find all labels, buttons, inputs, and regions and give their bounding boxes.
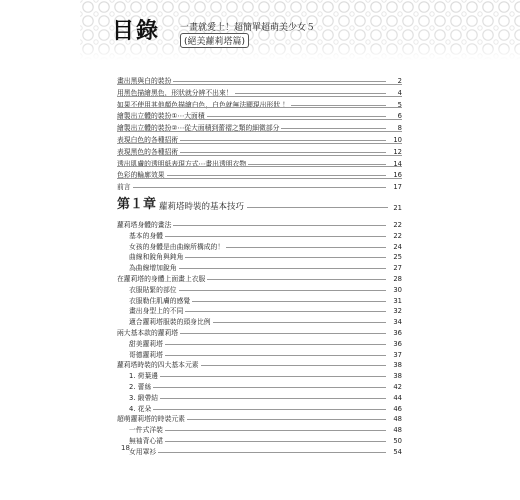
toc-entry-page: 12 <box>393 147 402 156</box>
toc-entry-label: 衣服貼緊的部位 <box>129 285 177 294</box>
toc-entry-label: 透出肌膚的透明紙表現方式⋯畫出透明衣物 <box>117 159 247 168</box>
toc-entry-page: 32 <box>393 307 402 316</box>
toc-entry-label: 在蘿莉塔的身體上面畫上衣服 <box>117 275 206 283</box>
toc-entry-label: 畫出身型上的不同 <box>129 307 184 316</box>
chapter-number: 第１章 <box>117 197 157 212</box>
toc-entry-page: 36 <box>393 339 402 348</box>
leader-line <box>165 236 386 237</box>
toc-entry-page: 17 <box>393 183 402 192</box>
toc-entry-label: 蘿莉塔時裝的四大基本元素 <box>117 361 199 370</box>
leader-line <box>160 398 386 399</box>
leader-line <box>180 140 386 141</box>
leader-line <box>291 105 386 106</box>
toc-entry-label: 色彩的輪廓效果 <box>117 171 165 180</box>
toc-entry-label: 適合蘿莉塔服裝的頭身比例 <box>129 318 211 327</box>
toc-entry-label: 表現黑色的各種招術 <box>117 147 179 156</box>
toc-entry-label: 兩大基本款的蘿莉塔 <box>117 329 179 337</box>
toc-entry-label: 哥德蘿莉塔 <box>129 350 163 359</box>
leader-line <box>133 187 386 188</box>
toc-entry-label: 2. 蕾絲 <box>129 383 152 391</box>
toc-entry-page: 36 <box>393 329 402 337</box>
leader-line <box>165 430 386 431</box>
leader-line <box>281 128 386 129</box>
chapter-heading <box>117 198 402 212</box>
toc-entry-page: 37 <box>393 350 402 359</box>
toc-entry-page: 44 <box>393 393 402 402</box>
toc-entry-page: 38 <box>393 361 402 370</box>
leader-line <box>201 365 386 366</box>
leader-line <box>213 322 386 323</box>
toc-entry-page: 24 <box>393 242 402 251</box>
toc-entry-page: 6 <box>397 112 402 121</box>
toc-entry-label: 前言 <box>117 183 131 192</box>
leader-line <box>207 279 386 280</box>
toc-entry-page: 5 <box>397 100 402 109</box>
toc-entry-page: 2 <box>397 77 402 85</box>
leader-line <box>165 441 386 442</box>
toc-entry[interactable] <box>117 179 402 191</box>
toc-entry-page: 27 <box>393 264 402 273</box>
toc-entry-page: 31 <box>393 296 402 305</box>
book-subtitle-volume: (絕美蘿莉塔篇) <box>180 33 249 48</box>
page-number: 18 <box>121 444 130 452</box>
toc-entry-page: 48 <box>393 415 402 424</box>
toc-entry-label: 甜美蘿莉塔 <box>129 339 163 348</box>
leader-line <box>192 301 386 302</box>
leader-line <box>180 152 386 153</box>
toc-entry-page: 46 <box>393 404 402 413</box>
leader-line <box>165 355 386 356</box>
chapter-title: 蘿莉塔時裝的基本技巧 <box>159 202 245 212</box>
toc-entry-page: 14 <box>393 159 402 168</box>
book-subtitle: 一畫就愛上！超簡單超萌美少女５ <box>180 23 316 33</box>
toc-entry-page: 38 <box>393 372 402 381</box>
toc-entry-page: 30 <box>393 285 402 294</box>
toc-entry-label: 蘿莉塔身體的畫法 <box>117 221 172 229</box>
toc-entry-label: 3. 緞帶結 <box>129 393 159 402</box>
toc-entry-page: 48 <box>393 426 402 435</box>
leader-line <box>179 290 386 291</box>
leader-line <box>185 311 386 312</box>
toc-entry-label: 1. 荷葉邊 <box>129 372 159 381</box>
leader-line <box>165 344 386 345</box>
toc-entry-label: 繪製出立體的裝扮①⋯大面積 <box>117 112 205 121</box>
toc-entry-label: 女孩的身體是由曲線所構成的！ <box>129 242 225 251</box>
leader-line <box>173 225 386 226</box>
toc-entry-label: 基本的身體 <box>129 231 163 240</box>
toc-entry-label: 為曲線增加銳角 <box>129 264 177 273</box>
toc-entry-label: 表現白色的各種招術 <box>117 136 179 144</box>
toc-entry-label: 曲線和銳角與鈍角 <box>129 253 184 262</box>
toc-entry-label: 無袖背心裙 <box>129 437 163 445</box>
toc-entry-page: 28 <box>393 275 402 283</box>
page-title: 目錄 <box>112 19 161 44</box>
toc-entry-page: 54 <box>393 447 402 456</box>
toc-entry-label: 女用罩衫 <box>129 447 157 456</box>
leader-line <box>185 257 386 258</box>
toc-entry-page: 4 <box>397 88 402 97</box>
toc-entry-page: 25 <box>393 253 402 262</box>
toc-entry-page: 10 <box>393 136 402 144</box>
leader-line <box>247 207 388 208</box>
leader-line <box>158 452 386 453</box>
leader-line <box>167 175 386 176</box>
leader-line <box>226 247 386 248</box>
toc-entry-label: 4. 花朵 <box>129 404 152 413</box>
leader-line <box>207 116 386 117</box>
toc-entry-label: 超萌蘿莉塔的時裝元素 <box>117 415 185 424</box>
leader-line <box>179 268 386 269</box>
toc-entry-page: 34 <box>393 318 402 327</box>
toc-entry-page: 42 <box>393 383 402 391</box>
toc-header <box>112 14 316 47</box>
leader-line <box>248 164 386 165</box>
toc-entry-label: 畫出黑與白的裝扮 <box>117 77 172 85</box>
toc-entry-label: 一件式洋裝 <box>129 426 163 435</box>
toc-entry-page: 8 <box>397 124 402 133</box>
leader-line <box>235 93 386 94</box>
toc-entry-page: 22 <box>393 221 402 229</box>
toc-entry-page: 22 <box>393 231 402 240</box>
toc-entry-label: 如果不使用其他顏色描繪白色，白色就無法顯現出形狀 ！ <box>117 100 290 109</box>
leader-line <box>187 419 386 420</box>
toc-entry-page: 16 <box>393 171 402 180</box>
toc-entry-label: 衣服勒住肌膚的感覺 <box>129 296 191 305</box>
toc-entry[interactable] <box>129 444 402 456</box>
leader-line <box>153 387 386 388</box>
leader-line <box>173 81 386 82</box>
leader-line <box>180 333 386 334</box>
toc-entry-label: 用黑色描繪黑色，形狀就分辨不出來！ <box>117 88 233 97</box>
chapter-page: 21 <box>393 204 402 212</box>
leader-line <box>153 409 386 410</box>
toc-entry-page: 50 <box>393 437 402 445</box>
toc-entry-label: 繪製出立體的裝扮②⋯從大面積到蕾褶之類的細微部分 <box>117 124 280 133</box>
leader-line <box>160 376 386 377</box>
